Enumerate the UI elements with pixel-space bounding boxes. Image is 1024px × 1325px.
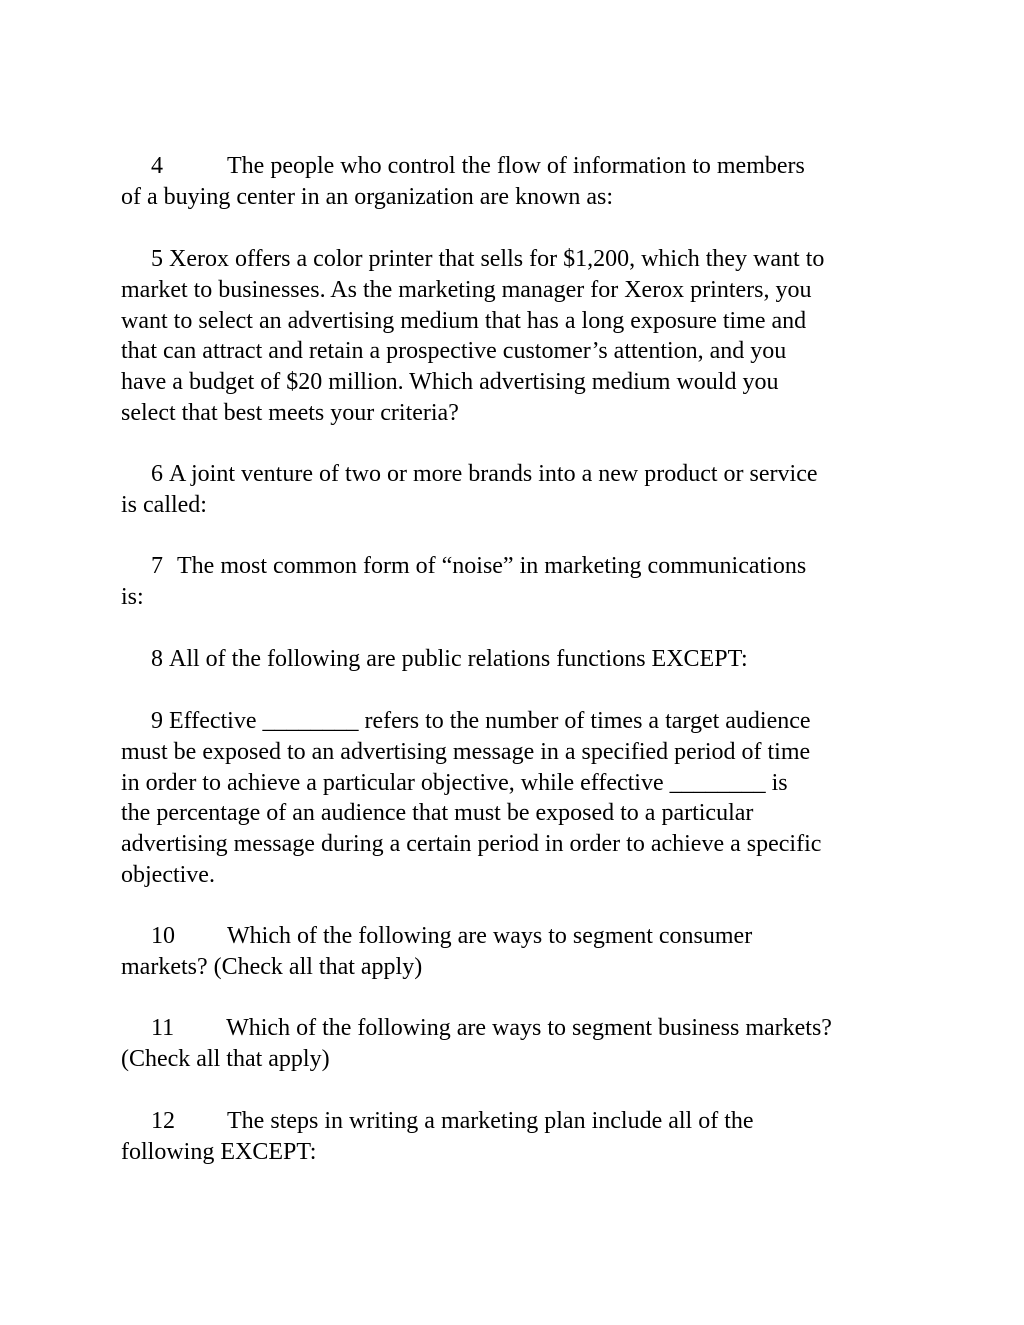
question-line — [121, 244, 921, 275]
question-7 — [121, 551, 921, 613]
question-text: Which of the following are ways to segment consumer — [227, 923, 753, 949]
question-9 — [121, 706, 921, 891]
question-number: 4 — [151, 153, 163, 179]
question-line: must be exposed to an advertising message in a specified period of time — [121, 738, 811, 765]
question-number: 8 — [151, 646, 163, 672]
question-number: 9 — [151, 708, 163, 734]
question-line: have a budget of $20 million. Which advertising medium would you — [121, 369, 779, 396]
question-line: markets? (Check all that apply) — [121, 953, 423, 980]
question-number: 12 — [151, 1108, 175, 1134]
question-4 — [121, 151, 921, 213]
question-10 — [121, 921, 921, 983]
question-12 — [121, 1106, 921, 1168]
question-line — [121, 551, 921, 582]
question-text: Which of the following are ways to segment business markets? — [226, 1015, 832, 1041]
question-8 — [121, 644, 921, 675]
question-text: All of the following are public relations functions EXCEPT: — [169, 646, 748, 672]
question-line: of a buying center in an organization are known as: — [121, 183, 614, 210]
question-line — [121, 1106, 921, 1137]
question-line: that can attract and retain a prospective customer’s attention, and you — [121, 338, 787, 365]
question-text: Effective ________ refers to the number of times a target audience — [169, 708, 811, 734]
question-text: The most common form of “noise” in marketing communications — [177, 553, 807, 579]
question-line — [121, 644, 921, 675]
question-text: The people who control the flow of information to members — [227, 153, 805, 179]
question-line: the percentage of an audience that must be exposed to a particular — [121, 800, 754, 827]
question-11 — [121, 1013, 921, 1075]
question-text: The steps in writing a marketing plan include all of the — [227, 1108, 754, 1134]
question-line: is: — [121, 583, 144, 610]
question-line — [121, 1013, 921, 1044]
question-line: want to select an advertising medium that has a long exposure time and — [121, 307, 807, 334]
question-line — [121, 151, 921, 182]
question-line — [121, 459, 921, 490]
question-line: market to businesses. As the marketing manager for Xerox printers, you — [121, 276, 812, 303]
question-line: following EXCEPT: — [121, 1138, 317, 1165]
question-number: 10 — [151, 923, 175, 949]
question-number: 7 — [151, 553, 163, 579]
question-line: select that best meets your criteria? — [121, 399, 459, 426]
question-number: 5 — [151, 246, 163, 272]
question-5 — [121, 244, 921, 429]
question-number: 11 — [151, 1015, 175, 1041]
question-line: objective. — [121, 861, 215, 888]
question-number: 6 — [151, 461, 163, 487]
question-line: is called: — [121, 491, 207, 518]
question-line: in order to achieve a particular objective, while effective ________ is — [121, 769, 788, 796]
question-line — [121, 921, 921, 952]
question-line: (Check all that apply) — [121, 1045, 330, 1072]
question-text: Xerox offers a color printer that sells for $1,200, which they want to — [169, 246, 825, 272]
question-text: A joint venture of two or more brands into a new product or service — [169, 461, 818, 487]
question-6 — [121, 459, 921, 521]
question-line — [121, 706, 921, 737]
question-line: advertising message during a certain period in order to achieve a specific — [121, 831, 822, 858]
